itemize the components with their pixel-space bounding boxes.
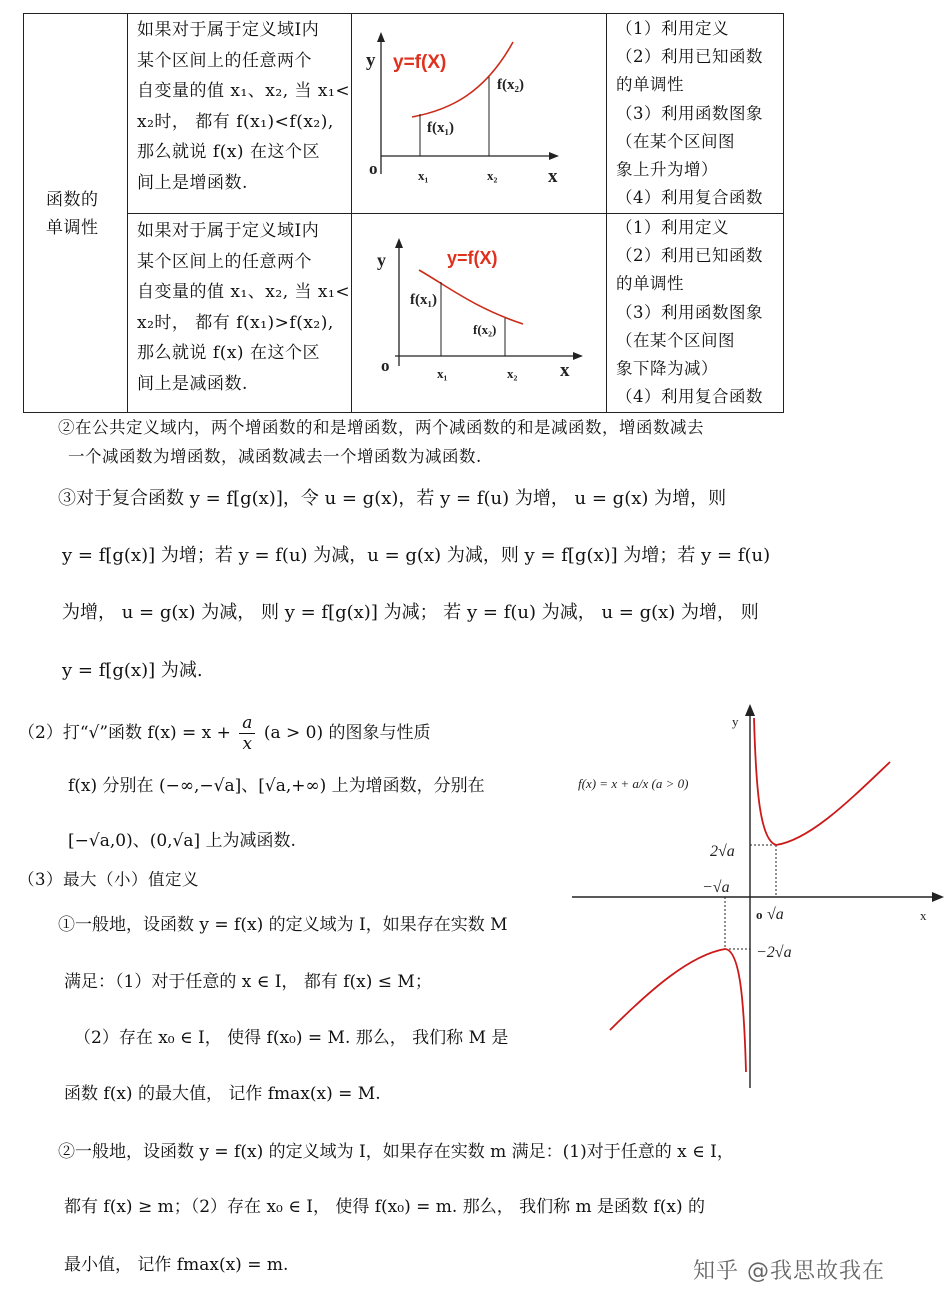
methods-increasing bbox=[616, 15, 784, 212]
definition-line: x₂时， 都有 f(x₁)<f(x₂), bbox=[137, 111, 334, 132]
composite-rule-line-1: ③对于复合函数 y = f[g(x)]，令 u = g(x)，若 y = f(u) 为增， u = g(x) 为增，则 bbox=[58, 488, 727, 509]
paragraph-sum-rule: ②在公共定义域内，两个增函数的和是增函数，两个减函数的和是减函数，增函数减去 bbox=[58, 418, 704, 437]
fraction bbox=[239, 713, 255, 754]
x-arrow-icon bbox=[549, 152, 559, 160]
hook-title-pre: （2）打“√”函数 f(x) = x + bbox=[18, 723, 231, 743]
max-def-line-4: 函数 f(x) 的最大值， 记作 fmax(x) = M. bbox=[64, 1084, 381, 1104]
fraction-numerator: a bbox=[239, 713, 255, 734]
method-item: （1）利用定义 bbox=[616, 19, 729, 38]
min-def-line-3: 最小值， 记作 fmax(x) = m. bbox=[64, 1255, 289, 1275]
y-arrow-icon bbox=[377, 32, 385, 42]
min-def-line-1: ②一般地，设函数 y = f(x) 的定义域为 I，如果存在实数 m 满足：(1)对于任意的 x ∈ I， bbox=[58, 1142, 734, 1162]
hook-function-graph bbox=[570, 700, 944, 1095]
definition-line: 间上是增函数. bbox=[137, 172, 248, 193]
method-item: 的单调性 bbox=[616, 274, 684, 294]
max-def-line-2: 满足：（1）对于任意的 x ∈ I， 都有 f(x) ≤ M； bbox=[64, 972, 432, 992]
method-item: 象上升为增） bbox=[616, 160, 718, 180]
definition-line: 自变量的值 x₁、x₂, 当 x₁< bbox=[137, 81, 351, 101]
method-item: （在某个区间图 bbox=[616, 131, 735, 151]
composite-rule-line-4: y = f[g(x)] 为减. bbox=[62, 660, 203, 681]
definition-line: x₂时， 都有 f(x₁)>f(x₂), bbox=[137, 312, 334, 333]
x-axis-label: x bbox=[560, 360, 570, 381]
definition-decreasing bbox=[137, 216, 349, 399]
definition-increasing bbox=[137, 15, 349, 198]
method-item: （3）利用函数图象 bbox=[616, 302, 763, 322]
method-item: （3）利用函数图象 bbox=[616, 103, 763, 123]
label-2sqrt-a: 2√a bbox=[710, 843, 735, 860]
method-item: （2）利用已知函数 bbox=[616, 47, 763, 67]
hook-curve-right bbox=[754, 718, 890, 845]
topic-line: 函数的 bbox=[46, 190, 99, 210]
x2-label: x₂ bbox=[507, 366, 518, 381]
hook-decreasing-intervals: [−√a,0)、(0,√a] 上为减函数. bbox=[68, 831, 296, 851]
table-topic bbox=[46, 186, 116, 242]
label-neg-2sqrt-a: −2√a bbox=[756, 944, 792, 961]
function-label: y=f(X) bbox=[393, 52, 447, 73]
method-item: （4）利用复合函数 bbox=[616, 387, 763, 407]
definition-line: 间上是减函数. bbox=[137, 373, 248, 394]
x-axis-label: x bbox=[920, 908, 927, 923]
methods-decreasing bbox=[616, 214, 784, 411]
x-arrow-icon bbox=[932, 892, 944, 902]
method-item: 象下降为减） bbox=[616, 359, 718, 379]
origin-label: o bbox=[369, 159, 378, 178]
max-def-line-1: ①一般地，设函数 y = f(x) 的定义域为 I，如果存在实数 M bbox=[58, 915, 508, 935]
f-x1-label: f(x₁) bbox=[410, 292, 437, 308]
x1-label: x₁ bbox=[418, 168, 429, 183]
method-item: （1）利用定义 bbox=[616, 218, 729, 237]
f-x2-label: f(x₂) bbox=[497, 77, 524, 93]
f-x2-label: f(x₂) bbox=[473, 322, 497, 337]
composite-rule-line-2: y = f[g(x)] 为增；若 y = f(u) 为减，u = g(x) 为减，则 y = f[g(x)] 为增；若 y = f(u) bbox=[62, 545, 771, 566]
label-sqrt-a: √a bbox=[767, 906, 784, 923]
definition-line: 那么就说 f(x) 在这个区 bbox=[137, 142, 320, 162]
hook-function-title bbox=[18, 713, 431, 754]
definition-line: 如果对于属于定义域Ⅰ内 bbox=[137, 20, 320, 40]
method-item: （在某个区间图 bbox=[616, 330, 735, 350]
y-axis-label: y bbox=[366, 50, 376, 71]
increasing-graph bbox=[355, 16, 603, 211]
y-arrow-icon bbox=[395, 238, 403, 248]
x1-label: x₁ bbox=[437, 366, 448, 381]
definition-line: 某个区间上的任意两个 bbox=[137, 251, 312, 272]
definition-line: 某个区间上的任意两个 bbox=[137, 50, 312, 71]
hook-curve-left bbox=[610, 949, 746, 1072]
topic-line: 单调性 bbox=[46, 218, 99, 238]
fraction-denominator: x bbox=[242, 734, 253, 754]
function-label: y=f(X) bbox=[447, 248, 498, 268]
decreasing-graph bbox=[355, 216, 603, 411]
method-item: （4）利用复合函数 bbox=[616, 188, 763, 208]
definition-line: 如果对于属于定义域Ⅰ内 bbox=[137, 221, 320, 241]
watermark: 知乎 @我思故我在 bbox=[693, 1259, 885, 1284]
composite-rule-line-3: 为增， u = g(x) 为减， 则 y = f[g(x)] 为减； 若 y = f(u) 为减， u = g(x) 为增， 则 bbox=[62, 602, 759, 623]
f-x1-label: f(x₁) bbox=[427, 120, 454, 136]
paragraph-sum-rule-cont: 一个减函数为增函数，减函数减去一个增函数为减函数. bbox=[68, 447, 482, 466]
definition-line: 自变量的值 x₁、x₂, 当 x₁< bbox=[137, 282, 351, 302]
origin-label: o bbox=[756, 907, 763, 922]
label-neg-sqrt-a: −√a bbox=[702, 879, 730, 896]
method-item: （2）利用已知函数 bbox=[616, 246, 763, 266]
x-arrow-icon bbox=[573, 352, 583, 360]
definition-line: 那么就说 f(x) 在这个区 bbox=[137, 343, 320, 363]
min-def-line-2: 都有 f(x) ≥ m；（2）存在 x₀ ∈ I， 使得 f(x₀) = m. 那么， 我们称 m 是函数 f(x) 的 bbox=[64, 1197, 705, 1217]
x2-label: x₂ bbox=[487, 168, 498, 183]
hook-increasing-intervals: f(x) 分别在 (−∞,−√a]、[√a,+∞) 上为增函数，分别在 bbox=[68, 776, 485, 796]
y-arrow-icon bbox=[745, 704, 755, 716]
max-def-line-3: （2）存在 x₀ ∈ I， 使得 f(x₀) = M. 那么， 我们称 M 是 bbox=[74, 1028, 509, 1048]
y-axis-label: y bbox=[732, 714, 739, 729]
hook-title-post: (a > 0) 的图象与性质 bbox=[263, 723, 431, 743]
hook-formula: f(x) = x + a/x (a > 0) bbox=[578, 776, 689, 791]
extremum-title: （3）最大（小）值定义 bbox=[18, 870, 199, 889]
x-axis-label: x bbox=[548, 166, 558, 187]
method-item: 的单调性 bbox=[616, 75, 684, 95]
y-axis-label: y bbox=[377, 250, 386, 270]
origin-label: o bbox=[381, 356, 390, 375]
